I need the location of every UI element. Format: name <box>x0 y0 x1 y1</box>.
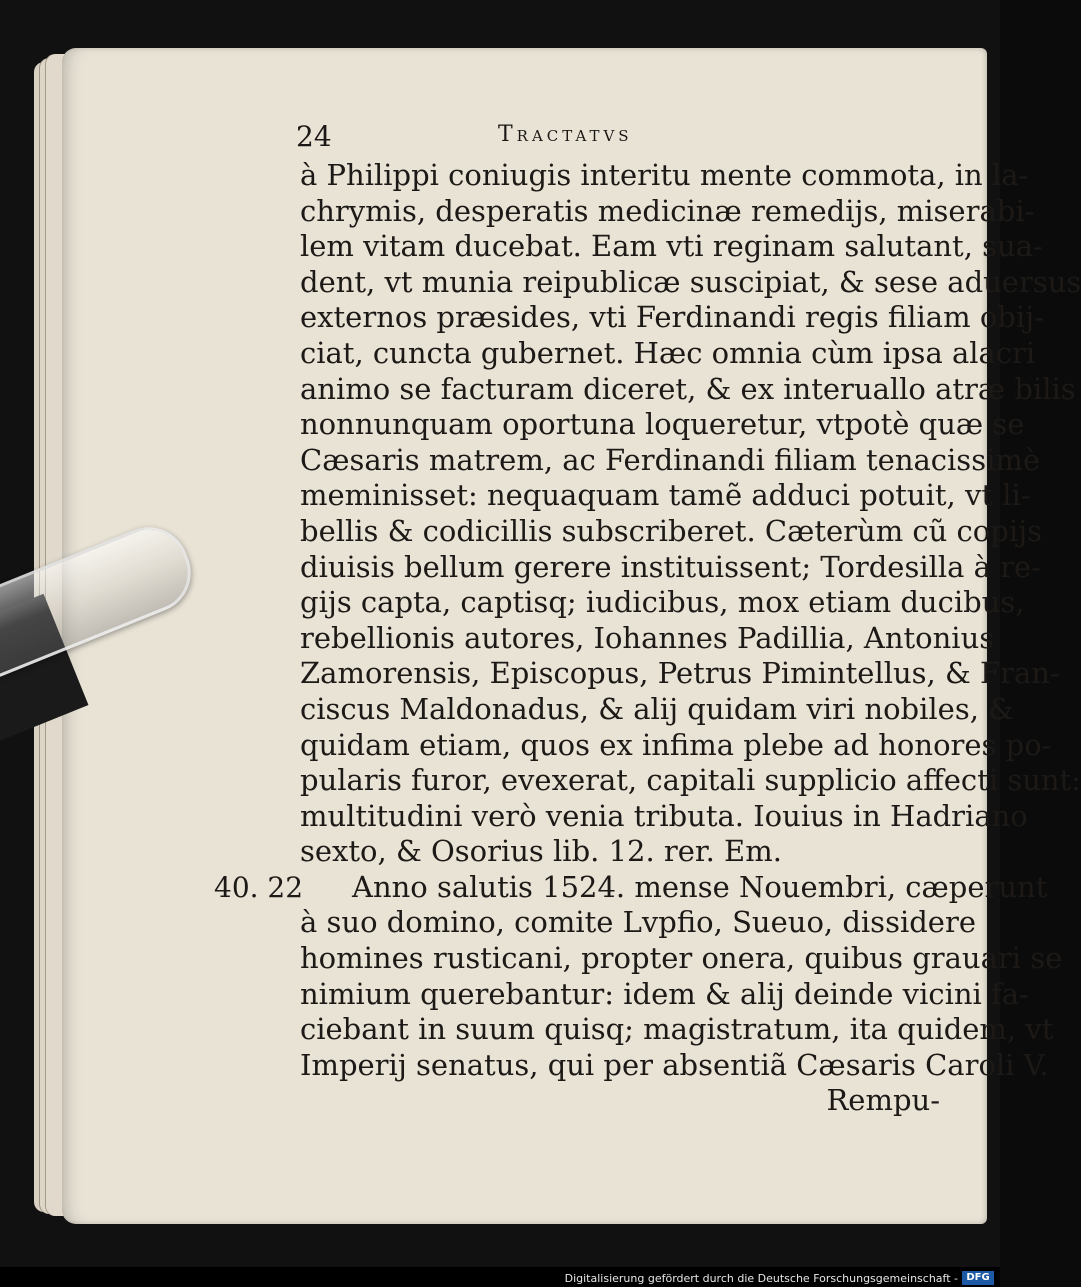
text-line: diuisis bellum gerere instituissent; Tordesilla à re- <box>300 549 1042 584</box>
body-text <box>300 158 1081 1119</box>
text-line: lem vitam ducebat. Eam vti reginam salutant, sua- <box>300 229 1043 264</box>
text-line: meminisset: nequaquam tamẽ adduci potuit, vt li- <box>300 478 1031 513</box>
text-line: dent, vt munia reipublicæ suscipiat, & sese aduersus <box>300 264 1081 299</box>
text-line: Cæsaris matrem, ac Ferdinandi filiam tenacissimè <box>300 442 1041 477</box>
funding-note: Digitalisierung gefördert durch die Deutsche Forschungsgemeinschaft - <box>564 1272 958 1285</box>
text-line: sexto, & Osorius lib. 12. rer. Em. <box>300 834 782 869</box>
footer-bar <box>0 1267 1000 1287</box>
text-line: rebellionis autores, Iohannes Padillia, Antonius <box>300 620 995 655</box>
text-line: Zamorensis, Episcopus, Petrus Pimintellus, & Fran- <box>300 656 1060 691</box>
text-line: gijs capta, captisq; iudicibus, mox etiam ducibus, <box>300 585 1025 620</box>
margin-note: 40. 22 <box>214 871 304 904</box>
text-line: Imperij senatus, qui per absentiã Cæsaris Caroli V. <box>300 1047 1049 1082</box>
text-line: homines rusticani, propter onera, quibus grauari se <box>300 941 1063 976</box>
text-line: nonnunquam oportuna loqueretur, vtpotè quæ se <box>300 407 1025 442</box>
text-line: ciat, cuncta gubernet. Hæc omnia cùm ipsa alacri <box>300 335 1036 370</box>
text-line: ciscus Maldonadus, & alij quidam viri nobiles, & <box>300 691 1014 726</box>
running-title: Tractatvs <box>498 122 633 147</box>
text-line: bellis & codicillis subscriberet. Cæterùm cũ copijs <box>300 513 1042 548</box>
text-line: quidam etiam, quos ex infima plebe ad honores po- <box>300 727 1052 762</box>
text-line: à suo domino, comite Lvpfio, Sueuo, dissidere <box>300 905 976 940</box>
text-line: chrymis, desperatis medicinæ remedijs, miserabi- <box>300 193 1035 228</box>
text-line: nimium querebantur: idem & alij deinde vicini fa- <box>300 976 1029 1011</box>
text-line: externos præsides, vti Ferdinandi regis filiam obij- <box>300 300 1044 335</box>
text-line: animo se facturam diceret, & ex interuallo atræ bilis <box>300 371 1076 406</box>
text-line: multitudini verò venia tributa. Iouius in Hadriano <box>300 798 1028 833</box>
page-header <box>0 120 1000 160</box>
text-line: ciebant in suum quisq; magistratum, ita quidem, vt <box>300 1012 1054 1047</box>
text-line: à Philippi coniugis interitu mente commota, in la- <box>300 158 1029 192</box>
text-line: Anno salutis 1524. mense Nouembri, cæperunt <box>352 869 1048 904</box>
dfg-logo: DFG <box>962 1271 994 1285</box>
text-line: pularis furor, evexerat, capitali supplicio affecti sunt: <box>300 763 1081 798</box>
catchword: Rempu- <box>826 1083 940 1118</box>
page-number: 24 <box>296 120 332 153</box>
